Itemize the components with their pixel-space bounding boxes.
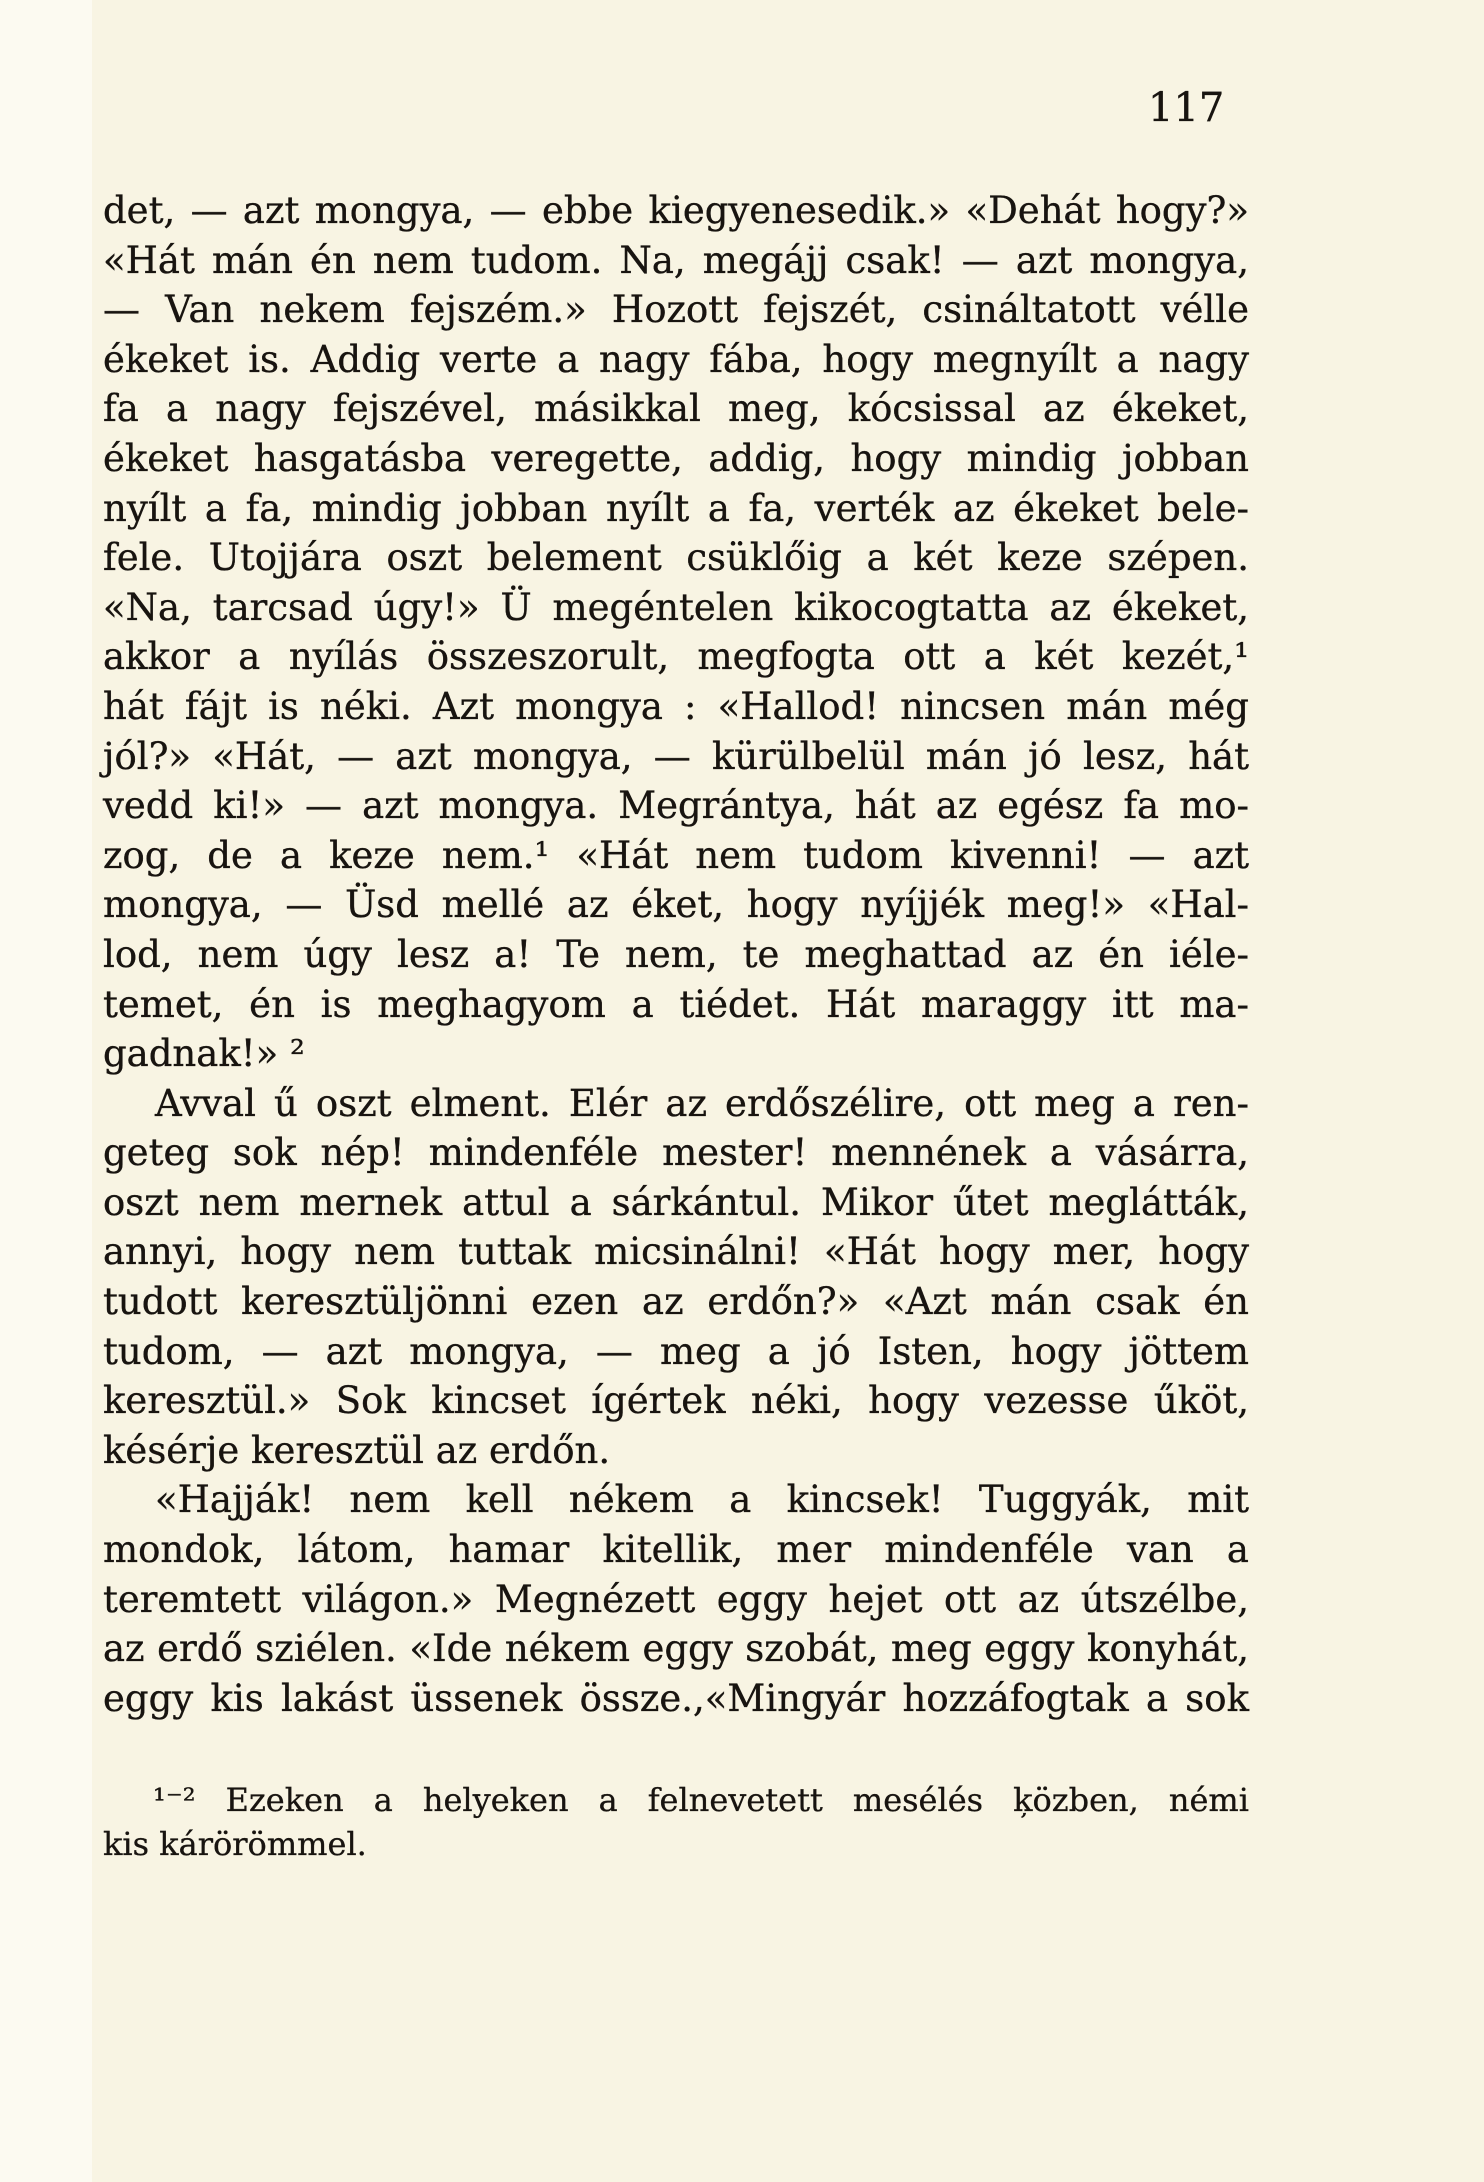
text-line: Avval ű oszt elment. Elér az erdőszélire, ott meg a ren-: [155, 1081, 1249, 1125]
text-line: temet, én is meghagyom a tiédet. Hát maraggy itt ma-: [103, 982, 1249, 1026]
page-left-edge: [0, 0, 92, 2182]
text-line: tudott keresztüljönni ezen az erdőn?» «Azt mán csak én: [103, 1280, 1249, 1324]
footnote-block: [103, 1778, 1249, 1866]
text-line: annyi, hogy nem tuttak micsinálni! «Hát hogy mer, hogy: [103, 1230, 1249, 1274]
text-line: oszt nem mernek attul a sárkántul. Mikor űtet meglátták,: [103, 1180, 1249, 1224]
text-line: késérje keresztül az erdőn.: [103, 1428, 611, 1472]
text-line: zog, de a keze nem.¹ «Hát nem tudom kivenni! — azt: [103, 833, 1249, 877]
text-line: keresztül.» Sok kincset ígértek néki, hogy vezesse űköt,: [103, 1379, 1249, 1423]
text-line: fele. Utojjára oszt belement csüklőig a két keze szépen.: [103, 536, 1249, 580]
text-line: nyílt a fa, mindig jobban nyílt a fa, verték az ékeket bele-: [103, 486, 1249, 530]
text-line: mongya, — Üsd mellé az éket, hogy nyíjjék meg!» «Hal-: [103, 883, 1249, 927]
text-line: mondok, látom, hamar kitellik, mer mindenféle van a: [103, 1528, 1249, 1572]
text-line: — Van nekem fejszém.» Hozott fejszét, csináltatott vélle: [103, 288, 1249, 332]
text-line: geteg sok nép! mindenféle mester! mennének a vásárra,: [103, 1131, 1249, 1175]
text-line: vedd ki!» — azt mongya. Megrántya, hát az egész fa mo-: [103, 784, 1249, 828]
footnote-line: kis kárörömmel.: [103, 1825, 367, 1863]
text-line: gadnak!» ²: [103, 1032, 305, 1076]
text-line: lod, nem úgy lesz a! Te nem, te meghattad az én iéle-: [103, 932, 1249, 976]
text-line: fa a nagy fejszével, másikkal meg, kócsissal az ékeket,: [103, 387, 1249, 431]
page-number: 117: [1148, 85, 1225, 131]
text-line: teremtett világon.» Megnézett eggy hejet ott az útszélbe,: [103, 1577, 1249, 1621]
text-line: tudom, — azt mongya, — meg a jó Isten, hogy jöttem: [103, 1329, 1249, 1373]
text-line: hát fájt is néki. Azt mongya : «Hallod! nincsen mán még: [103, 684, 1249, 728]
text-line: ékeket hasgatásba veregette, addig, hogy mindig jobban: [103, 436, 1249, 480]
text-line: «Na, tarcsad úgy!» Ü megéntelen kikocogtatta az ékeket,: [103, 585, 1249, 629]
text-line: eggy kis lakást üssenek össze.,«Mingyár hozzáfogtak a sok: [103, 1676, 1249, 1720]
text-line: akkor a nyílás összeszorult, megfogta ott a két kezét,¹: [103, 635, 1249, 679]
text-line: «Hajják! nem kell nékem a kincsek! Tuggyák, mit: [155, 1478, 1249, 1522]
text-line: jól?» «Hát, — azt mongya, — kürülbelül mán jó lesz, hát: [103, 734, 1249, 778]
text-line: ékeket is. Addig verte a nagy fába, hogy megnyílt a nagy: [103, 337, 1249, 381]
main-text-block: [103, 186, 1249, 1723]
footnote-line: ¹⁻² Ezeken a helyeken a felnevetett mesélés ķözben, némi: [153, 1781, 1249, 1819]
text-line: det, — azt mongya, — ebbe kiegyenesedik.» «Dehát hogy?»: [103, 189, 1249, 232]
text-line: az erdő sziélen. «Ide nékem eggy szobát, meg eggy konyhát,: [103, 1627, 1249, 1671]
text-line: «Hát mán én nem tudom. Na, megájj csak! — azt mongya,: [103, 238, 1249, 282]
